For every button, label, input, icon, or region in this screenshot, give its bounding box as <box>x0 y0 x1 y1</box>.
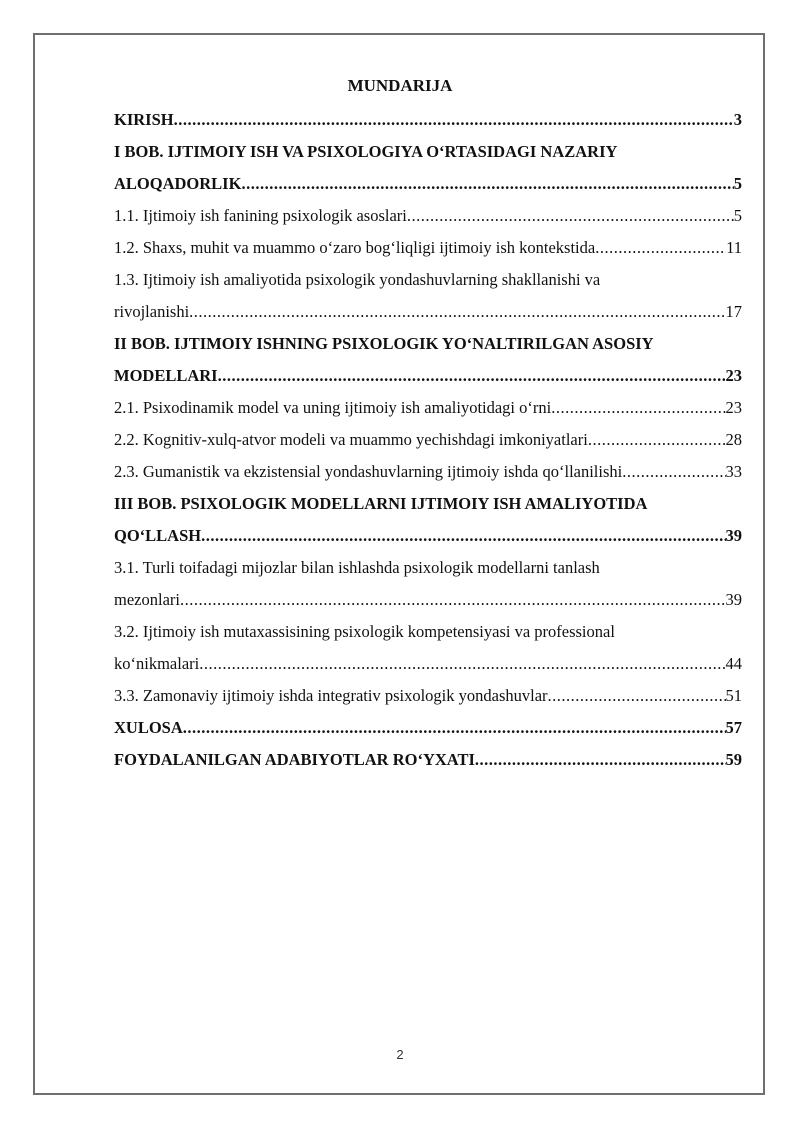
toc-entry-page: 5 <box>733 206 742 225</box>
toc-entry-text-line: 3.1. Turli toifadagi mijozlar bilan ishlashda psixologik modellarni tanlash <box>114 558 600 577</box>
toc-entry-text-line: 3.2. Ijtimoiy ish mutaxassisining psixologik kompetensiyasi va professional <box>114 622 615 641</box>
dot-leader <box>475 744 726 776</box>
toc-entry-label: 2.2. Kognitiv-xulq-atvor modeli va muammo yechishdagi imkoniyatlari <box>114 430 588 449</box>
toc-entry-label: FOYDALANILGAN ADABIYOTLAR RO‘YXATI <box>114 750 475 769</box>
toc-entry[interactable] <box>114 744 742 776</box>
toc-entry-page: 57 <box>725 718 742 737</box>
toc-entry-page: 39 <box>725 526 742 545</box>
dot-leader <box>199 648 725 680</box>
dot-leader <box>407 200 734 232</box>
dot-leader <box>180 584 726 616</box>
dot-leader <box>218 360 726 392</box>
toc-entry[interactable] <box>114 488 742 552</box>
toc-entry-line <box>114 648 742 680</box>
toc-title: MUNDARIJA <box>347 76 453 95</box>
toc-entry[interactable] <box>114 232 742 264</box>
toc-entry-page: 59 <box>725 750 742 769</box>
toc-entry-label: 2.1. Psixodinamik model va uning ijtimoiy ish amaliyotidagi o‘rni <box>114 398 552 417</box>
toc-entry-label: XULOSA <box>114 718 183 737</box>
toc-entry-text-line: III BOB. PSIXOLOGIK MODELLARNI IJTIMOIY ISH AMALIYOTIDA <box>114 494 648 513</box>
toc-entry-line <box>114 712 742 744</box>
toc-entry-text-line: II BOB. IJTIMOIY ISHNING PSIXOLOGIK YO‘NALTIRILGAN ASOSIY <box>114 334 654 353</box>
toc-entry-text-line: I BOB. IJTIMOIY ISH VA PSIXOLOGIYA O‘RTASIDAGI NAZARIY <box>114 142 618 161</box>
toc-entry[interactable] <box>114 328 742 392</box>
toc-entry-line <box>114 104 742 136</box>
toc-entry[interactable] <box>114 392 742 424</box>
page-number: 2 <box>396 1047 404 1062</box>
toc-entry[interactable] <box>114 712 742 744</box>
toc-entry-label: ko‘nikmalari <box>114 654 200 673</box>
toc-entry-page: 17 <box>725 302 742 321</box>
toc-entry-page: 44 <box>725 654 742 673</box>
toc-entry-page: 5 <box>733 174 742 193</box>
toc-entry-line <box>114 360 742 392</box>
toc-entry-line <box>114 680 742 712</box>
dot-leader <box>622 456 725 488</box>
toc-entry-label: rivojlanishi <box>114 302 190 321</box>
dot-leader <box>241 168 733 200</box>
toc-entry-label: KIRISH <box>114 110 174 129</box>
dot-leader <box>201 520 725 552</box>
toc-entry-label: ALOQADORLIK <box>114 174 242 193</box>
dot-leader <box>189 296 725 328</box>
toc-entry-label: 3.3. Zamonaviy ijtimoiy ishda integrativ psixologik yondashuvlar <box>114 686 548 705</box>
toc-entry-page: 23 <box>725 398 742 417</box>
toc-entry-line <box>114 296 742 328</box>
toc-entry-line <box>114 168 742 200</box>
toc-entry-label: 2.3. Gumanistik va ekzistensial yondashuvlarning ijtimoiy ishda qo‘llanilishi <box>114 462 623 481</box>
dot-leader <box>183 712 726 744</box>
toc-entry-label: 1.2. Shaxs, muhit va muammo o‘zaro bog‘liqligi ijtimoiy ish kontekstida <box>114 238 596 257</box>
toc-entry-label: QO‘LLASH <box>114 526 202 545</box>
toc-entry-line <box>114 456 742 488</box>
toc-entry-line <box>114 392 742 424</box>
toc-entry-line <box>114 200 742 232</box>
toc-entry-page: 11 <box>726 238 742 257</box>
toc-entry[interactable] <box>114 424 742 456</box>
toc-entry[interactable] <box>114 104 742 136</box>
dot-leader <box>588 424 726 456</box>
toc-entry[interactable] <box>114 456 742 488</box>
dot-leader <box>548 680 726 712</box>
dot-leader <box>174 104 734 136</box>
toc-entry[interactable] <box>114 264 742 328</box>
toc-entry-page: 23 <box>725 366 742 385</box>
toc-entry-line <box>114 744 742 776</box>
toc-entry-line <box>114 584 742 616</box>
toc-entry-page: 3 <box>733 110 742 129</box>
toc-entry[interactable] <box>114 552 742 616</box>
table-of-contents <box>114 104 742 776</box>
toc-entry-page: 28 <box>725 430 742 449</box>
toc-entry[interactable] <box>114 200 742 232</box>
toc-entry-page: 33 <box>725 462 742 481</box>
toc-entry-page: 51 <box>725 686 742 705</box>
toc-entry[interactable] <box>114 616 742 680</box>
toc-entry[interactable] <box>114 680 742 712</box>
toc-entry-label: mezonlari <box>114 590 180 609</box>
dot-leader <box>551 392 725 424</box>
toc-entry-line <box>114 424 742 456</box>
toc-entry-text-line: 1.3. Ijtimoiy ish amaliyotida psixologik yondashuvlarning shakllanishi va <box>114 270 601 289</box>
dot-leader <box>595 232 726 264</box>
toc-entry[interactable] <box>114 136 742 200</box>
toc-entry-page: 39 <box>725 590 742 609</box>
toc-entry-line <box>114 232 742 264</box>
toc-entry-line <box>114 520 742 552</box>
toc-entry-label: 1.1. Ijtimoiy ish fanining psixologik asoslari <box>114 206 407 225</box>
toc-entry-label: MODELLARI <box>114 366 218 385</box>
